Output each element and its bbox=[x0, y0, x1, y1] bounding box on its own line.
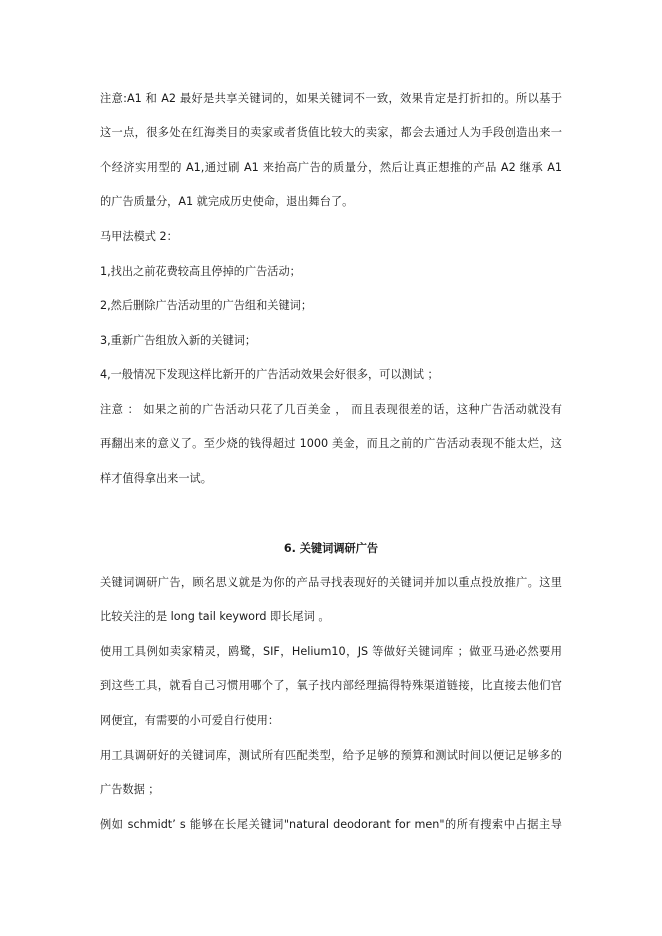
paragraph-line: 的广告质量分，A1 就完成历史使命，退出舞台了。 bbox=[100, 195, 354, 208]
list-item: 4,一般情况下发现这样比新开的广告活动效果会好很多，可以测试 ； bbox=[100, 368, 439, 381]
paragraph-line: 比较关注的是 long tail keyword 即长尾词 。 bbox=[100, 610, 330, 623]
paragraph-line: 注意:A1 和 A2 最好是共享关键词的，如果关键词不一致，效果肯定是打折扣的。所以基于 bbox=[100, 92, 562, 105]
note-line: 再翻出来的意义了。至少烧的钱得超过 1000 美金，而且之前的广告活动表现不能太烂，这 bbox=[100, 437, 562, 450]
paragraph-line: 网便宜，有需要的小可爱自行使用： bbox=[100, 714, 280, 727]
subheading-line: 马甲法模式 2： bbox=[100, 230, 178, 243]
paragraph-line: 关键词调研广告，顾名思义就是为你的产品寻找表现好的关键词并加以重点投放推广。这里 bbox=[100, 576, 562, 589]
paragraph-line: 例如 schmidt’ s 能够在长尾关键词"natural deodorant for men"的所有搜索中占据主导 bbox=[100, 818, 562, 831]
paragraph-line: 到这些工具，就看自己习惯用哪个了，氧子找内部经理搞得特殊渠道链接，比直接去他们官 bbox=[100, 679, 562, 692]
paragraph-line: 个经济实用型的 A1,通过刷 A1 来抬高广告的质量分，然后让真正想推的产品 A2 继承 A1 bbox=[100, 161, 562, 174]
section-heading: 6. 关键词调研广告 bbox=[283, 542, 379, 555]
note-line: 样才值得拿出来一试。 bbox=[100, 472, 212, 485]
paragraph-line: 这一点，很多处在红海类目的卖家或者货值比较大的卖家，都会去通过人为手段创造出来一 bbox=[100, 126, 562, 139]
list-item: 3,重新广告组放入新的关键词； bbox=[100, 334, 257, 347]
paragraph-line: 广告数据 ； bbox=[100, 783, 160, 796]
note-line: 注意 ： 如果之前的广告活动只花了几百美金 ， 而且表现很差的话，这种广告活动就没有 bbox=[100, 403, 562, 416]
paragraph-line: 用工具调研好的关键词库，测试所有匹配类型，给予足够的预算和测试时间以便记足够多的 bbox=[100, 749, 562, 762]
paragraph-line: 使用工具例如卖家精灵，鸥鹭，SIF，Helium10，JS 等做好关键词库 ；做亚马逊必然要用 bbox=[100, 645, 562, 658]
list-item: 2,然后删除广告活动里的广告组和关键词； bbox=[100, 299, 313, 312]
list-item: 1,找出之前花费较高且停掉的广告活动； bbox=[100, 265, 301, 278]
